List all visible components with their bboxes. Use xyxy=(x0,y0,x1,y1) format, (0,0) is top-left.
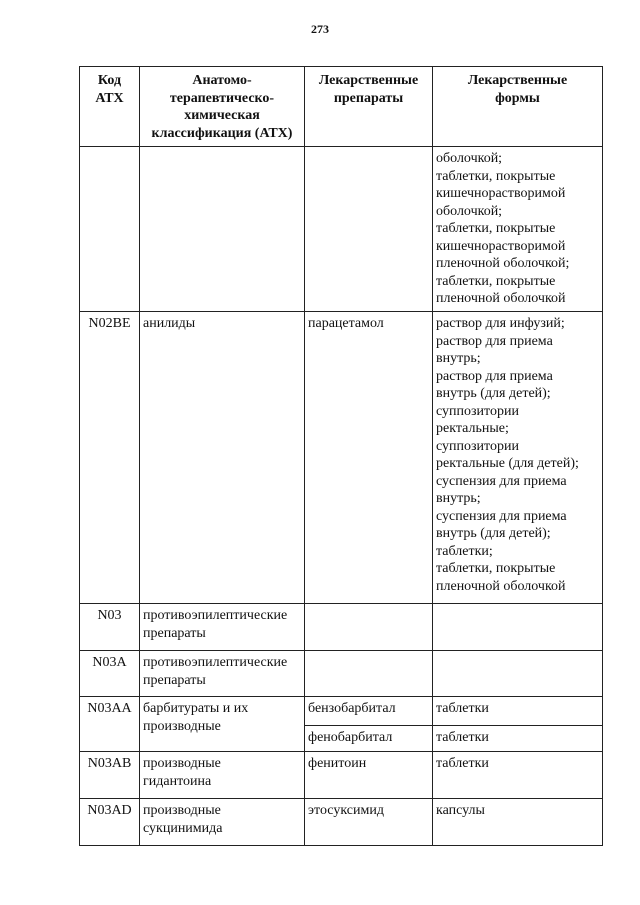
header-forms: Лекарственные формы xyxy=(433,67,603,147)
cell-code: N03AB xyxy=(80,752,140,799)
cell-drug: фенобарбитал xyxy=(305,726,433,752)
cell-drug xyxy=(305,651,433,697)
cell-classification: барбитураты и их производные xyxy=(140,697,305,752)
table-row xyxy=(80,604,603,651)
page-number: 273 xyxy=(311,22,329,36)
cell-drug: фенитоин xyxy=(305,752,433,799)
table-row xyxy=(80,651,603,697)
table-row xyxy=(80,312,603,604)
cell-classification: производные гидантоина xyxy=(140,752,305,799)
cell-forms: таблетки xyxy=(433,752,603,799)
table-row xyxy=(80,799,603,846)
cell-classification: производные сукцинимида xyxy=(140,799,305,846)
cell-classification: противоэпилептические препараты xyxy=(140,604,305,651)
cell-forms: капсулы xyxy=(433,799,603,846)
cell-classification: анилиды xyxy=(140,312,305,604)
table-header-row xyxy=(80,67,603,147)
cell-classification: противоэпилептические препараты xyxy=(140,651,305,697)
cell-code xyxy=(80,147,140,312)
header-classification: Анатомо- терапевтическо- химическая классификация (АТХ) xyxy=(140,67,305,147)
table-row xyxy=(80,752,603,799)
cell-forms xyxy=(433,651,603,697)
cell-code: N02BE xyxy=(80,312,140,604)
atx-drug-table xyxy=(79,66,603,846)
cell-code: N03 xyxy=(80,604,140,651)
table-row xyxy=(80,147,603,312)
cell-code: N03A xyxy=(80,651,140,697)
cell-drug: этосуксимид xyxy=(305,799,433,846)
cell-drug: парацетамол xyxy=(305,312,433,604)
header-drugs: Лекарственные препараты xyxy=(305,67,433,147)
cell-forms xyxy=(433,604,603,651)
cell-forms: раствор для инфузий; раствор для приема внутрь; раствор для приема внутрь (для детей); суппозитории ректальные; суппозитории ректальные (для детей); суспензия для приема внутрь; суспензия для приема внутрь (для детей); таблетки; таблетки, покрытые пленочной оболочкой xyxy=(433,312,603,604)
header-code: Код АТХ xyxy=(80,67,140,147)
cell-forms: таблетки xyxy=(433,726,603,752)
table-row xyxy=(80,697,603,726)
cell-code: N03AD xyxy=(80,799,140,846)
cell-drug xyxy=(305,147,433,312)
cell-drug: бензобарбитал xyxy=(305,697,433,726)
cell-drug xyxy=(305,604,433,651)
cell-forms: таблетки xyxy=(433,697,603,726)
cell-code: N03AA xyxy=(80,697,140,752)
cell-forms: оболочкой; таблетки, покрытые кишечнорастворимой оболочкой; таблетки, покрытые кишечнорастворимой пленочной оболочкой; таблетки, покрытые пленочной оболочкой xyxy=(433,147,603,312)
cell-classification xyxy=(140,147,305,312)
